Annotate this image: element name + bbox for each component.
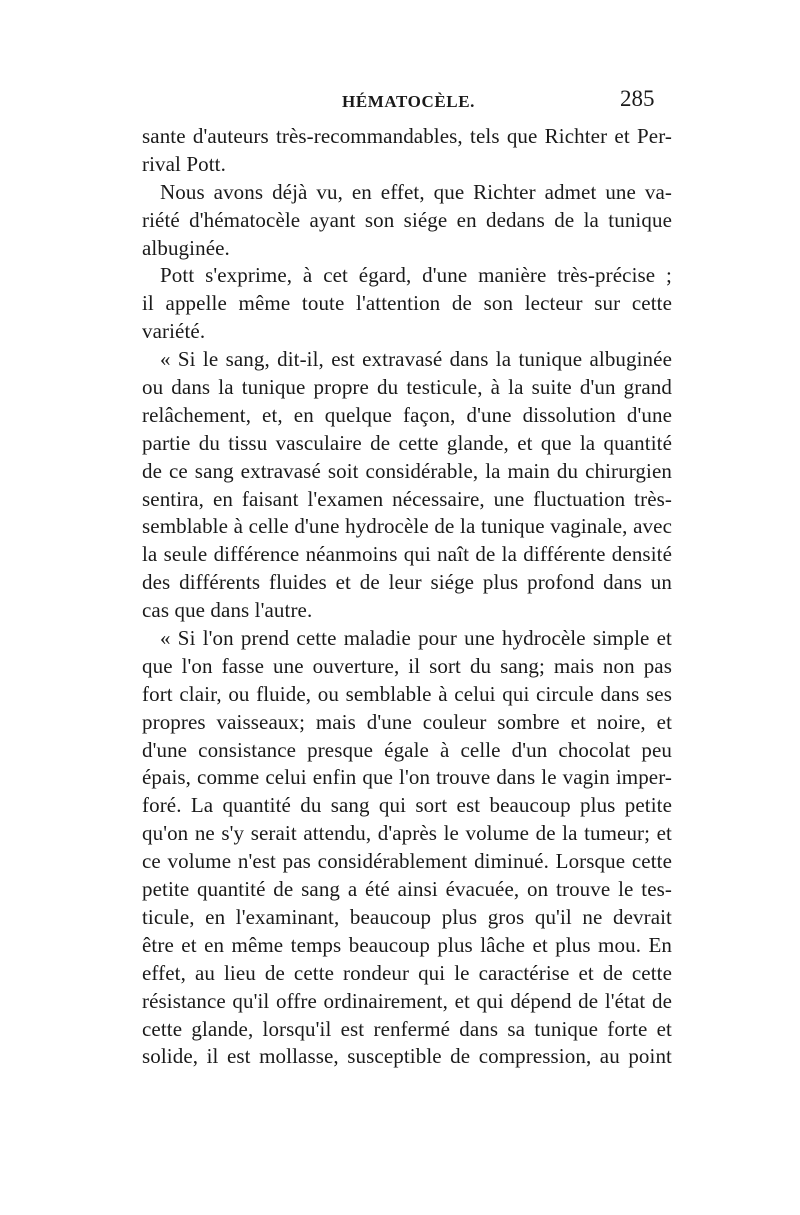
text-line: foré. La quantité du sang qui sort est beaucoup plus petite bbox=[142, 793, 672, 818]
text-line: que l'on fasse une ouverture, il sort du sang; mais non pas bbox=[142, 653, 672, 678]
text-line: « Si le sang, dit-il, est extravasé dans la tunique albuginée bbox=[160, 347, 672, 372]
text-line: Nous avons déjà vu, en effet, que Richter admet une va- bbox=[160, 179, 672, 204]
paragraph bbox=[142, 346, 672, 625]
text-line: des différents fluides et de leur siége plus profond dans un bbox=[142, 570, 672, 595]
running-title: HÉMATOCÈLE. bbox=[342, 92, 476, 111]
text-line: rival Pott. bbox=[142, 151, 226, 176]
text-line: être et en même temps beaucoup plus lâche et plus mou. En bbox=[142, 932, 672, 957]
text-line: la seule différence néanmoins qui naît de la différente densité bbox=[142, 542, 672, 567]
paragraph bbox=[142, 179, 672, 263]
text-line: de ce sang extravasé soit considérable, la main du chirurgien bbox=[142, 458, 672, 483]
text-line: cas que dans l'autre. bbox=[142, 598, 313, 623]
text-line: albuginée. bbox=[142, 235, 230, 260]
text-line: relâchement, et, en quelque façon, d'une dissolution d'une bbox=[142, 402, 672, 427]
text-line: ou dans la tunique propre du testicule, à la suite d'un grand bbox=[142, 375, 672, 400]
text-line: variété. bbox=[142, 319, 206, 344]
text-line: effet, au lieu de cette rondeur qui le caractérise et de cette bbox=[142, 960, 672, 985]
text-line: d'une consistance presque égale à celle d'un chocolat peu bbox=[142, 737, 672, 762]
text-line: propres vaisseaux; mais d'une couleur sombre et noire, et bbox=[142, 709, 672, 734]
text-line: ce volume n'est pas considérablement diminué. Lorsque cette bbox=[142, 849, 672, 874]
text-line: qu'on ne s'y serait attendu, d'après le volume de la tumeur; et bbox=[142, 821, 672, 846]
text-line: sentira, en faisant l'examen nécessaire, une fluctuation très- bbox=[142, 486, 672, 511]
text-line: Pott s'exprime, à cet égard, d'une manière très-précise ; bbox=[160, 263, 672, 288]
text-line: partie du tissu vasculaire de cette glande, et que la quantité bbox=[142, 430, 672, 455]
text-line: solide, il est mollasse, susceptible de compression, au point bbox=[142, 1044, 672, 1069]
body-text bbox=[142, 123, 672, 1071]
paragraph bbox=[142, 625, 672, 1071]
text-line: « Si l'on prend cette maladie pour une hydrocèle simple et bbox=[160, 626, 672, 651]
paragraph bbox=[142, 123, 672, 179]
text-line: résistance qu'il offre ordinairement, et qui dépend de l'état de bbox=[142, 988, 672, 1013]
text-line: cette glande, lorsqu'il est renfermé dans sa tunique forte et bbox=[142, 1016, 672, 1041]
text-line: semblable à celle d'une hydrocèle de la tunique vaginale, avec bbox=[142, 514, 672, 539]
text-line: petite quantité de sang a été ainsi évacuée, on trouve le tes- bbox=[142, 877, 672, 902]
text-line: sante d'auteurs très-recommandables, tels que Richter et Per- bbox=[142, 124, 672, 148]
text-line: riété d'hématocèle ayant son siége en dedans de la tunique bbox=[142, 207, 672, 232]
text-line: épais, comme celui enfin que l'on trouve dans le vagin imper- bbox=[142, 765, 672, 790]
page-number: 285 bbox=[620, 86, 655, 111]
text-line: fort clair, ou fluide, ou semblable à celui qui circule dans ses bbox=[142, 681, 672, 706]
text-line: il appelle même toute l'attention de son lecteur sur cette bbox=[142, 291, 672, 316]
text-line: ticule, en l'examinant, beaucoup plus gros qu'il ne devrait bbox=[142, 904, 672, 929]
paragraph bbox=[142, 262, 672, 346]
